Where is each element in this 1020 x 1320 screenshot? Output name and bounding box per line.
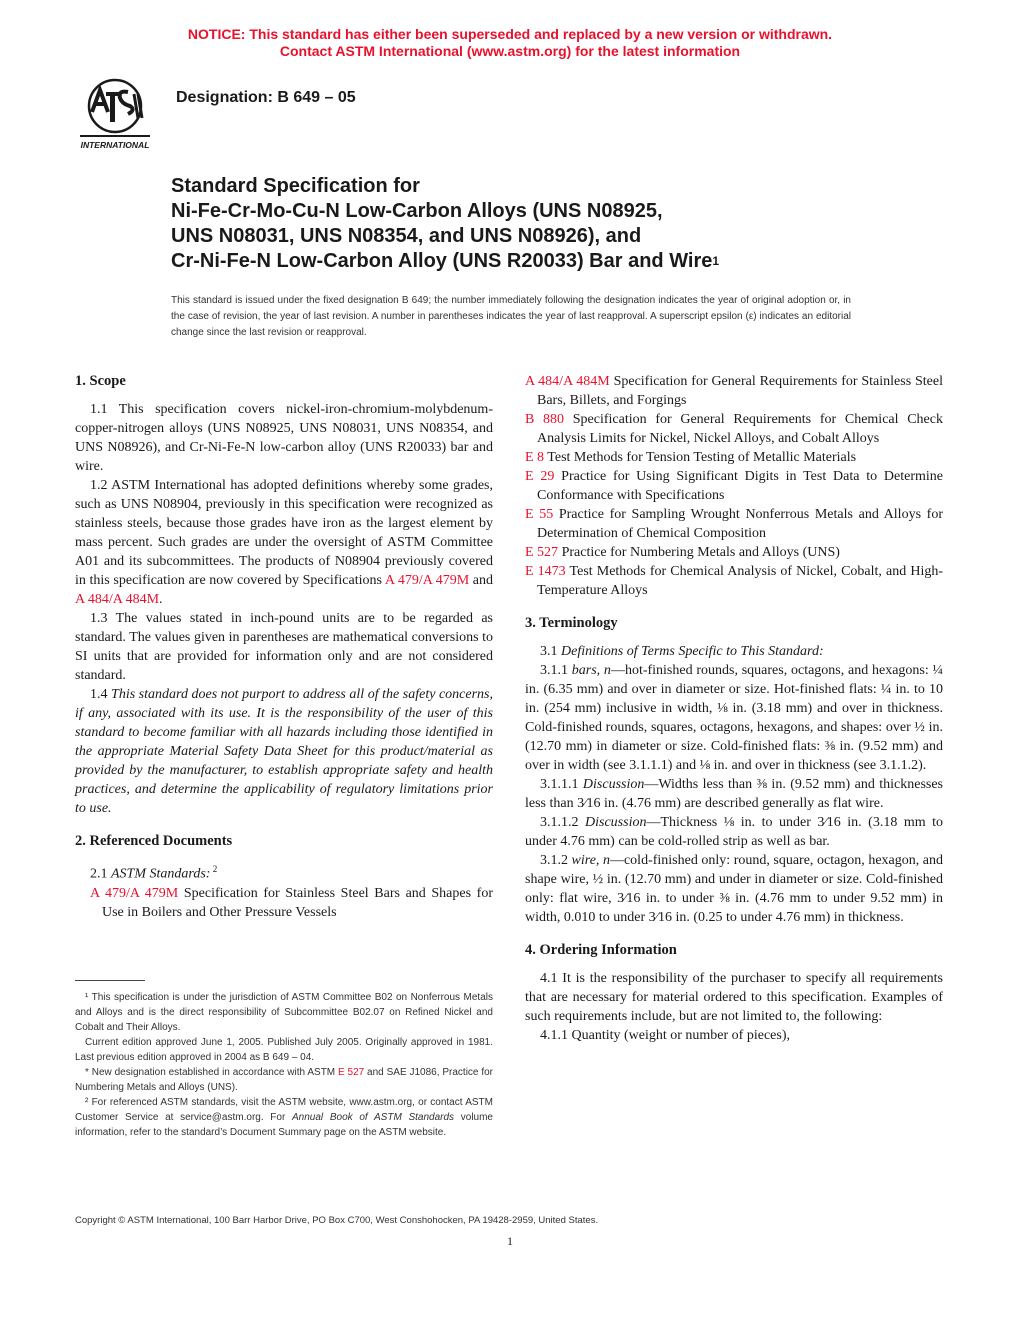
referenced-2-1: 2.1 ASTM Standards: $^2$ [90,864,218,882]
scope-1-3: 1.3 The values stated in inch-pound units are to be regarded as standard. The values given in parentheses are mathematical conversions to SI units that are provided for information only and are not considered standard. [75,611,493,683]
ref-code-link[interactable]: A 479/A 479M [90,885,179,901]
astm-logo [70,78,160,150]
footnote-1-edition: Current edition approved June 1, 2005. Published July 2005. Originally approved in 1981. Last previous edition approved in 2004 as B 649 – 04. [75,1037,493,1063]
ref-code-link[interactable]: E 55 [525,507,554,522]
title-line-1: Standard Specification for [171,175,420,197]
issued-note: This standard is issued under the fixed designation B 649; the number immediately following the designation indicates the year of original adoption or, in the case of revision, the year of last revision. A number in parentheses indicates the year of last reapproval. A superscript epsilon (ε) indicates an editorial change since the last revision or reapproval. [171,295,851,338]
section-ordering-heading: 4. Ordering Information [525,942,677,958]
reference-item: E 1473 Test Methods for Chemical Analysis of Nickel, Cobalt, and High-Temperature Alloys [525,564,943,598]
section-referenced-heading: 2. Referenced Documents [75,833,233,849]
scope-1-2: 1.2 ASTM International has adopted definitions whereby some grades, such as UNS N08904, previously in this specification were recognized as stainless steels, because those grades have iron as the largest element by mass percent. Such grades are under the oversight of ASTM Committee A01 and its subcommittees. The products of N08904 previously covered in this specification are now covered by Specifications A 479/A 479M and A 484/A 484M. [75,478,494,607]
section-scope-heading: 1. Scope [75,373,126,389]
notice-banner [0,26,1020,60]
notice-line-1: NOTICE: This standard has either been superseded and replaced by a new version or withdrawn. [187,26,833,42]
document-title [171,174,931,274]
footnote-1-designation: * New designation established in accordance with ASTM E 527 and SAE J1086, Practice for Numbering Metals and Alloys (UNS). [75,1067,493,1093]
terminology-3-1-1-1: 3.1.1.1 Discussion—Widths less than ⅜ in. (9.52 mm) and thicknesses less than 3⁄16 in. (4.76 mm) are described generally as flat wire. [525,777,943,811]
reference-item: A 479/A 479M Specification for Stainless Steel Bars and Shapes for Use in Boilers and Other Pressure Vessels [90,885,493,920]
right-column [525,372,943,1045]
title-line-2: Ni-Fe-Cr-Mo-Cu-N Low-Carbon Alloys (UNS N08925, [171,200,663,222]
ref-code-link[interactable]: A 484/A 484M [525,374,610,389]
left-column [75,372,493,922]
ordering-4-1-1: 4.1.1 Quantity (weight or number of pieces), [540,1028,790,1043]
terminology-3-1-1-2: 3.1.1.2 Discussion—Thickness ⅛ in. to under 3⁄16 in. (3.18 mm to under 4.76 mm) can be cold-rolled strip as well as bar. [525,815,944,849]
ref-link-a484[interactable]: A 484/A 484M [75,592,160,607]
terminology-3-1: 3.1 Definitions of Terms Specific to This Standard: [540,644,824,659]
title-line-3: UNS N08031, UNS N08354, and UNS N08926), and [171,225,642,247]
ref-code-link[interactable]: E 1473 [525,564,566,579]
reference-item: A 484/A 484M Specification for General Requirements for Stainless Steel Bars, Billets, and Forgings [525,374,943,408]
section-terminology-heading: 3. Terminology [525,615,618,631]
reference-item: E 8 Test Methods for Tension Testing of Metallic Materials [525,450,857,465]
reference-item: E 527 Practice for Numbering Metals and Alloys (UNS) [525,545,840,560]
reference-item: E 29 Practice for Using Significant Digits in Test Data to Determine Conformance with Specifications [525,469,943,503]
terminology-3-1-2: 3.1.2 wire, n—cold-finished only: round, square, octagon, hexagon, and shape wire, ½ in. (12.70 mm) and under in diameter or size. Cold-finished only: flat wire, 3⁄16 in. to under ⅜ in. (4.76 mm to under 9.52 mm) in width, 0.010 to under 3⁄16 in. (0.25 to under 4.76 mm) in thickness. [525,853,944,925]
designation: Designation: B 649 – 05 [176,89,356,106]
reference-item: B 880 Specification for General Requirements for Chemical Check Analysis Limits for Nickel, Nickel Alloys, and Cobalt Alloys [525,412,943,446]
ref-code-link[interactable]: E 29 [525,469,555,484]
ref-link-a479[interactable]: A 479/A 479M [384,573,470,588]
copyright: Copyright © ASTM International, 100 Barr Harbor Drive, PO Box C700, West Conshohocken, PA 19428-2959, United States. [75,1215,599,1226]
ref-code-link[interactable]: E 8 [525,450,545,465]
page-number: 1 [507,1234,513,1248]
footnotes [75,990,493,1140]
notice-line-2: Contact ASTM International (www.astm.org) for the latest information [279,43,741,59]
footnote-divider [75,980,145,981]
ref-code-link[interactable]: E 527 [525,545,559,560]
scope-1-1: 1.1 This specification covers nickel-iron-chromium-molybdenum-copper-nitrogen alloys (UNS N08925, UNS N08031, UNS N08354, and UNS N08926), and Cr-Ni-Fe-N low-carbon alloy (UNS R20033) bar and wire. [75,402,493,474]
title-line-4: Cr-Ni-Fe-N Low-Carbon Alloy (UNS R20033) Bar and Wire [171,250,713,272]
footnote-2: ² For referenced ASTM standards, visit the ASTM website, www.astm.org, or contact ASTM Customer Service at service@astm.org. For Annual Book of ASTM Standards volume information, refer to the standard’s Document Summary page on the ASTM website. [75,1097,493,1138]
ref-code-link[interactable]: B 880 [525,412,565,427]
title-footnote-mark: 1 [712,254,720,268]
reference-item: E 55 Practice for Sampling Wrought Nonferrous Metals and Alloys for Determination of Chemical Composition [525,507,943,541]
footnote-link-e527[interactable]: E 527 [337,1067,365,1078]
scope-1-4: 1.4 This standard does not purport to address all of the safety concerns, if any, associated with its use. It is the responsibility of the user of this standard to become familiar with all hazards including those identified in the appropriate Material Safety Data Sheet for this product/material as provided by the manufacturer, to establish appropriate safety and health practices, and determine the applicability of regulatory limitations prior to use. [75,687,493,816]
footnote-1: ¹ This specification is under the jurisdiction of ASTM Committee B02 on Nonferrous Metals and Alloys and is the direct responsibility of Subcommittee B02.07 on Refined Nickel and Cobalt and Their Alloys. [75,992,493,1033]
ordering-4-1: 4.1 It is the responsibility of the purchaser to specify all requirements that are necessary for material ordered to this specification. Examples of such requirements include, but are not limited to, the following: [525,971,943,1024]
logo-wordmark: INTERNATIONAL [80,140,150,150]
terminology-3-1-1: 3.1.1 bars, n—hot-finished rounds, squares, octagons, and hexagons: ¼ in. (6.35 mm) and over in diameter or size. Hot-finished flats: ¼ in. to 10 in. (254 mm) inclusive in width, ⅛ in. (3.18 mm) and over in thickness. Cold-finished rounds, squares, octagons, hexagons, and shapes: over ½ in. (12.70 mm) in diameter or size. Cold-finished flats: ⅜ in. (9.52 mm) and over in width (see 3.1.1.1) and ⅛ in. and over in thickness (see 3.1.1.2). [525,663,944,773]
